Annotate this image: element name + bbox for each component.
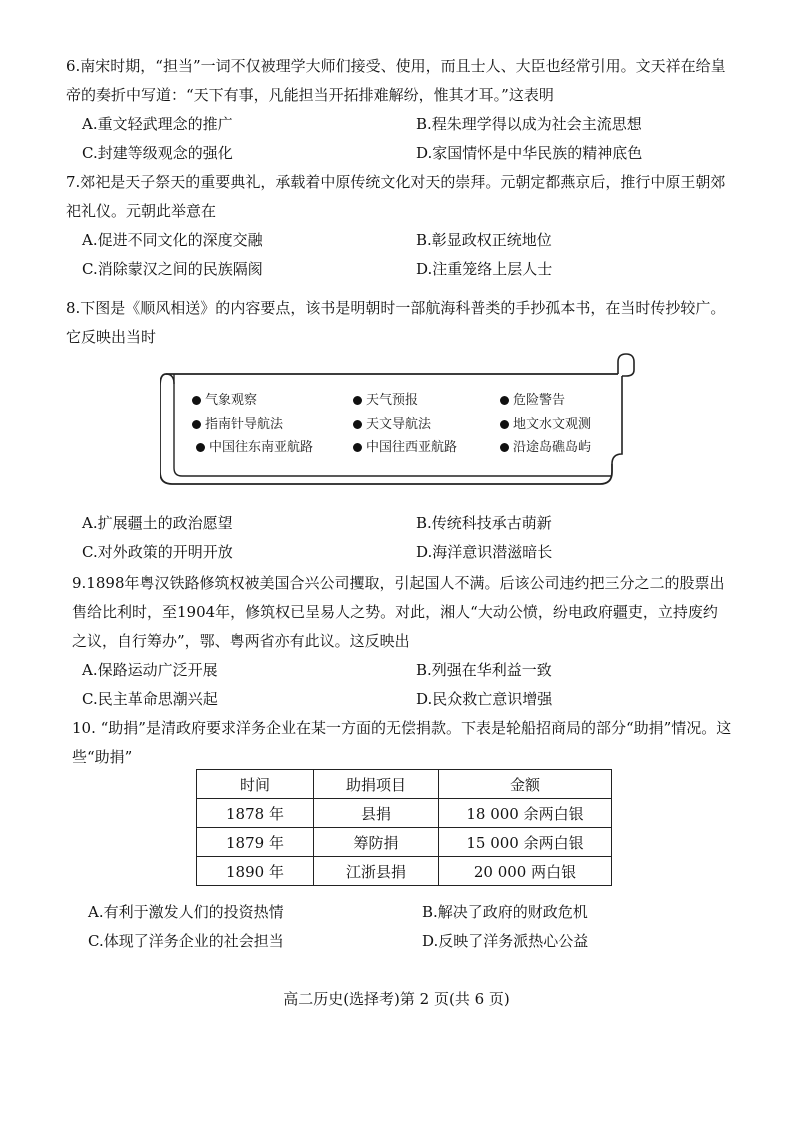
table-cell: 1890 年 [197, 857, 314, 886]
donation-table [196, 769, 612, 886]
question-7 [66, 168, 732, 284]
option-a: A.有利于激发人们的投资热情 [88, 903, 284, 921]
table-header-row [197, 770, 612, 799]
scroll-item: 沿途岛礁岛屿 [500, 436, 591, 455]
scroll-item: 中国往西亚航路 [353, 436, 457, 455]
table-row [197, 857, 612, 886]
option-a: A.重文轻武理念的推广 [82, 115, 233, 133]
bullet-icon [196, 443, 205, 452]
question-10-options-block [72, 898, 732, 956]
table-cell: 20 000 两白银 [439, 857, 612, 886]
page-footer: 高二历史(选择考)第 2 页(共 6 页) [283, 990, 510, 1008]
table-cell: 15 000 余两白银 [439, 828, 612, 857]
option-d: D.海洋意识潜滋暗长 [416, 543, 553, 561]
question-10-stem: 10. “助捐”是清政府要求洋务企业在某一方面的无偿捐款。下表是轮船招商局的部分“助捐”情况。这些“助捐” [72, 719, 732, 766]
bullet-icon [353, 420, 362, 429]
table-cell: 18 000 余两白银 [439, 799, 612, 828]
scroll-item: 天气预报 [353, 389, 418, 408]
option-a: A.保路运动广泛开展 [82, 661, 218, 679]
table-row [197, 828, 612, 857]
table-header: 金额 [439, 770, 612, 799]
question-9 [72, 569, 732, 714]
option-c: C.民主革命思潮兴起 [82, 690, 218, 708]
bullet-icon [353, 396, 362, 405]
option-c: C.体现了洋务企业的社会担当 [88, 932, 284, 950]
option-c: C.消除蒙汉之间的民族隔阂 [82, 260, 263, 278]
scroll-item: 指南针导航法 [192, 413, 283, 432]
question-10 [72, 714, 732, 772]
question-8-stem: 8.下图是《顺风相送》的内容要点，该书是明朝时一部航海科普类的手抄孤本书，在当时传抄较广。它反映出当时 [66, 299, 726, 346]
table-header: 时间 [197, 770, 314, 799]
scroll-item: 中国往东南亚航路 [196, 436, 313, 455]
option-d: D.反映了洋务派热心公益 [422, 932, 589, 950]
bullet-icon [192, 420, 201, 429]
scroll-figure [160, 350, 635, 485]
option-d: D.家国情怀是中华民族的精神底色 [416, 144, 643, 162]
scroll-item: 地文水文观测 [500, 413, 591, 432]
question-9-options [66, 656, 732, 714]
question-6-options [66, 110, 732, 168]
question-9-stem: 9.1898年粤汉铁路修筑权被美国合兴公司攫取，引起国人不满。后该公司违约把三分之二的股票出售给比利时，至1904年，修筑权已呈易人之势。对此，湘人“大动公愤，纷电政府疆吏，立持废约之议，自行筹办”，鄂、粤两省亦有此议。这反映出 [72, 574, 725, 650]
question-10-options [72, 898, 732, 956]
table-cell: 江浙县捐 [314, 857, 439, 886]
table-cell: 筹防捐 [314, 828, 439, 857]
option-d: D.民众救亡意识增强 [416, 690, 553, 708]
question-6-stem: 6.南宋时期，“担当”一词不仅被理学大师们接受、使用，而且士人、大臣也经常引用。文天祥在给皇帝的奏折中写道：“天下有事，凡能担当开拓排难解纷，惟其才耳。”这表明 [66, 57, 726, 104]
option-c: C.封建等级观念的强化 [82, 144, 233, 162]
table-header: 助捐项目 [314, 770, 439, 799]
bullet-icon [500, 443, 509, 452]
table-cell: 1878 年 [197, 799, 314, 828]
question-8 [66, 294, 732, 352]
scroll-item: 危险警告 [500, 389, 565, 408]
question-8-options-block [66, 509, 732, 567]
option-d: D.注重笼络上层人士 [416, 260, 553, 278]
option-a: A.促进不同文化的深度交融 [82, 231, 263, 249]
option-c: C.对外政策的开明开放 [82, 543, 233, 561]
table-cell: 1879 年 [197, 828, 314, 857]
option-a: A.扩展疆土的政治愿望 [82, 514, 233, 532]
question-6 [66, 52, 732, 168]
option-b: B.彰显政权正统地位 [416, 231, 552, 249]
option-b: B.传统科技承古萌新 [416, 514, 552, 532]
bullet-icon [353, 443, 362, 452]
table-row [197, 799, 612, 828]
question-7-options [66, 226, 732, 284]
option-b: B.程朱理学得以成为社会主流思想 [416, 115, 642, 133]
bullet-icon [192, 396, 201, 405]
scroll-item: 气象观察 [192, 389, 257, 408]
question-8-options [66, 509, 732, 567]
option-b: B.列强在华利益一致 [416, 661, 552, 679]
scroll-item: 天文导航法 [353, 413, 431, 432]
question-7-stem: 7.郊祀是天子祭天的重要典礼，承载着中原传统文化对天的崇拜。元朝定都燕京后，推行中原王朝郊祀礼仪。元朝此举意在 [66, 173, 726, 220]
option-b: B.解决了政府的财政危机 [422, 903, 588, 921]
table-cell: 县捐 [314, 799, 439, 828]
bullet-icon [500, 396, 509, 405]
bullet-icon [500, 420, 509, 429]
